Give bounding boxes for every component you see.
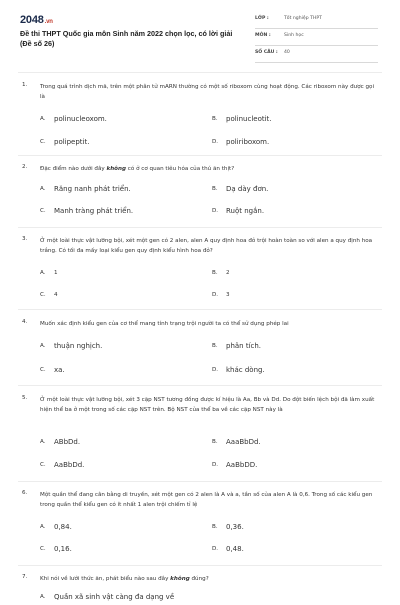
option-letter: A. [40, 116, 46, 122]
question-number: 7. [22, 574, 28, 580]
option-text: Dạ dày đơn. [226, 185, 269, 193]
option-letter: D. [212, 462, 219, 468]
option-letter: C. [40, 546, 46, 552]
question-number: 5. [22, 395, 28, 401]
question-text: Muốn xác định kiểu gen của cơ thể mang tính trạng trội người ta có thể sử dụng phép lai [40, 321, 289, 327]
logo-suffix: .vn [44, 19, 53, 25]
option-text: AaBbDD. [226, 461, 258, 469]
option-letter: B. [212, 186, 218, 192]
option-text: Ruột ngắn. [226, 207, 265, 215]
option-letter: D. [212, 208, 219, 214]
option-text: AaBbDd. [54, 461, 85, 469]
option-text: 0,16. [54, 545, 72, 553]
option-letter: B. [212, 343, 218, 349]
question-text-part: đúng? [189, 576, 209, 582]
option-text: AaaBbDd. [226, 438, 261, 446]
option-text: Manh tràng phát triển. [54, 207, 134, 215]
option-letter: A. [40, 594, 46, 600]
option-text: 0,84. [54, 523, 72, 531]
option-text: polinucleotit. [226, 115, 272, 123]
option-letter: C. [40, 462, 46, 468]
question-divider [18, 155, 382, 156]
option-letter: D. [212, 139, 219, 145]
option-letter: D. [212, 292, 219, 298]
option-text: khác dòng. [226, 366, 265, 374]
option-letter: B. [212, 116, 218, 122]
option-letter: C. [40, 139, 46, 145]
question-divider [18, 481, 382, 482]
option-letter: B. [212, 270, 218, 276]
question-text [40, 164, 380, 174]
question-divider [18, 309, 382, 310]
question-text: Ở một loài thực vật lưỡng bội, xét 3 cặp NST tương đồng được kí hiệu là Aa, Bb và Dd. Do đột biến lệch bội đã làm xuất hiện thể ba ở một trong số các cặp NST trên. Bộ NST của thể ba về các cặp NST này là [40, 397, 375, 413]
question-text-part: Đặc điểm nào dưới đây [40, 166, 107, 172]
option-letter: C. [40, 292, 46, 298]
question-text: Ở một loài thực vật lưỡng bội, xét một gen có 2 alen, alen A quy định hoa đỏ trội hoàn toàn so với alen a quy định hoa trắng. Có tối đa mấy loại kiểu gen quy định kiểu hình hoa đỏ? [40, 238, 373, 254]
question-number: 3. [22, 236, 28, 242]
option-text: 0,36. [226, 523, 244, 531]
question-text-part: Khi nói về lưới thức ăn, phát biểu nào sau đây [40, 576, 171, 582]
exam-title: Đề thi THPT Quốc gia môn Sinh năm 2022 chọn lọc, có lời giải (Đề số 26) [20, 29, 233, 48]
option-letter: A. [40, 270, 46, 276]
option-text: phân tích. [226, 342, 262, 350]
option-letter: A. [40, 343, 46, 349]
option-letter: A. [40, 524, 46, 530]
option-text: 3 [226, 292, 230, 298]
meta-class-row [255, 14, 378, 29]
question-text-part: có ở cơ quan tiêu hóa của thú ăn thịt? [126, 166, 235, 172]
option-text: 1 [54, 270, 58, 276]
question-number: 6. [22, 490, 28, 496]
meta-subject-row [255, 31, 378, 46]
option-letter: B. [212, 524, 218, 530]
question-divider [18, 565, 382, 566]
option-text: xa. [54, 366, 65, 374]
option-letter: D. [212, 546, 219, 552]
meta-value: Sinh học [284, 33, 304, 38]
meta-value: 40 [284, 50, 290, 55]
meta-label: SỐ CÂU : [255, 50, 278, 55]
site-logo[interactable] [20, 14, 53, 26]
logo-text: 2048 [20, 14, 44, 26]
option-letter: B. [212, 439, 218, 445]
question-text [40, 574, 380, 584]
option-text: 2 [226, 270, 230, 276]
option-letter: C. [40, 208, 46, 214]
option-letter: A. [40, 186, 46, 192]
option-text: polipeptit. [54, 138, 90, 146]
meta-count-row [255, 48, 378, 63]
option-text: poliriboxom. [226, 138, 270, 146]
option-text: 0,48. [226, 545, 244, 553]
question-divider [18, 227, 382, 228]
question-text: Một quần thể đang cân bằng di truyền, xét một gen có 2 alen là A và a, tần số của alen A là 0,6. Trong số các kiểu gen trong quần thể kiểu gen có ít nhất 1 alen trội chiếm tỉ lệ [40, 492, 373, 508]
option-text: Quần xã sinh vật càng đa dạng về [54, 593, 175, 601]
option-letter: A. [40, 439, 46, 445]
question-emphasis: không [106, 166, 127, 172]
option-text: 4 [54, 292, 58, 298]
question-emphasis: không [170, 576, 190, 582]
page-header [0, 0, 400, 72]
question-text: Trong quá trình dịch mã, trên một phân tử mARN thường có một số riboxom cùng hoạt động. Các riboxom này được gọi là [40, 84, 375, 100]
option-letter: D. [212, 367, 219, 373]
option-letter: C. [40, 367, 46, 373]
meta-label: LỚP : [255, 16, 269, 21]
exam-meta [255, 14, 378, 65]
option-text: Răng nanh phát triển. [54, 185, 131, 193]
question-divider [18, 385, 382, 386]
question-number: 1. [22, 82, 28, 88]
meta-label: MÔN : [255, 33, 271, 38]
meta-value: Tốt nghiệp THPT [284, 16, 322, 21]
question-number: 4. [22, 319, 28, 325]
option-text: thuận nghịch. [54, 342, 103, 350]
header-divider [18, 72, 382, 73]
option-text: polinucleoxom. [54, 115, 107, 123]
question-number: 2. [22, 164, 28, 170]
option-text: ABbDd. [54, 438, 81, 446]
